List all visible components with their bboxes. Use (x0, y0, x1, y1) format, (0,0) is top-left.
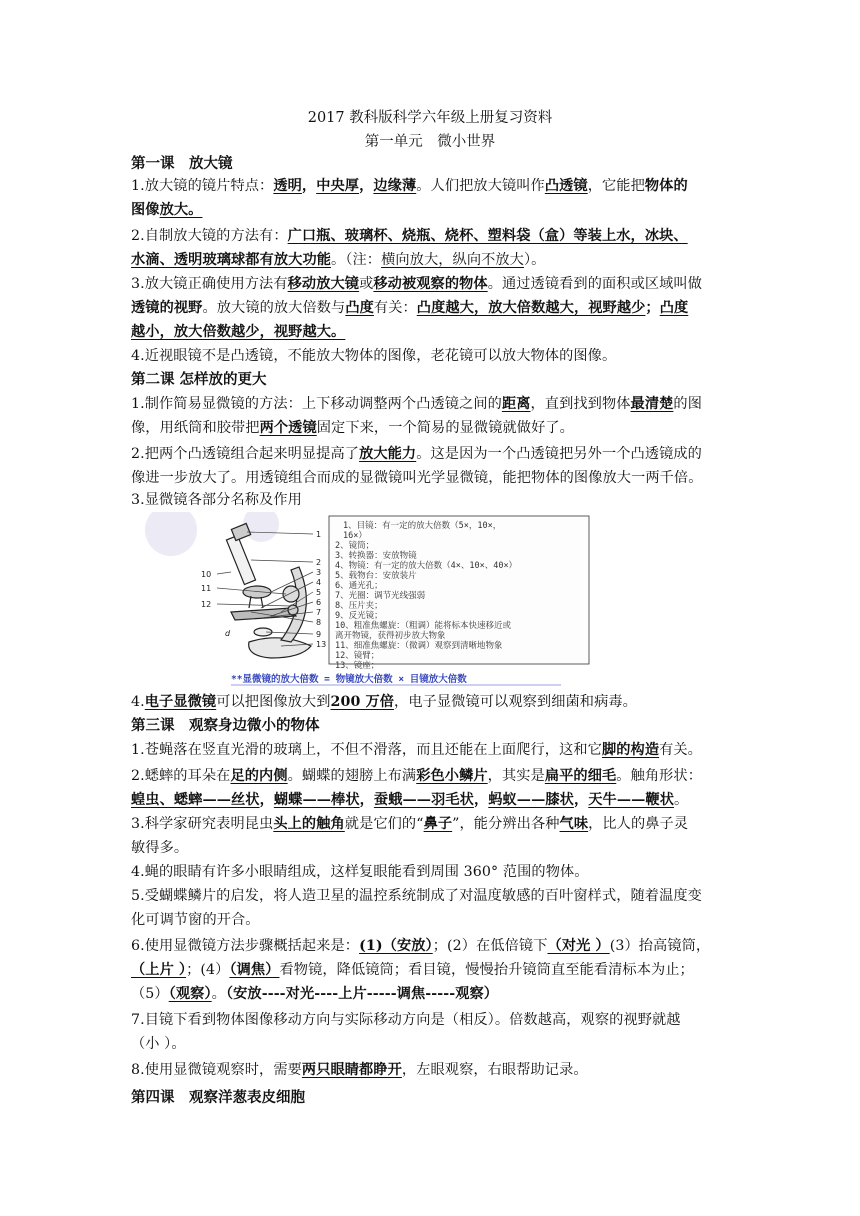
lesson1-para3-cont: 透镜的视野。放大镜的放大倍数与凸度有关：凸度越大，放大倍数越大，视野越少；凸度 (131, 300, 689, 316)
lesson1-para1: 1.放大镜的镜片特点：透明，中央厚，边缘薄。人们把放大镜叫作凸透镜，它能把物体的 (131, 178, 688, 194)
callout-11: 11 (201, 584, 212, 593)
lesson2-para1-cont: 像，用纸筒和胶带把两个透镜固定下来，一个简易的显微镜就做好了。 (131, 420, 574, 436)
callout-10: 10 (201, 570, 212, 579)
part-line-12: 离开物镜，获得初步放大物象 (335, 631, 446, 641)
lesson2-para3: 3.显微镜各部分名称及作用 (131, 492, 302, 508)
lesson3-para5: 5.受蝴蝶鳞片的启发，将人造卫星的温控系统制成了对温度敏感的百叶窗样式，随着温度变 (131, 888, 702, 904)
microscope-icon (226, 523, 311, 658)
lesson2-para1: 1.制作简易显微镜的方法：上下移动调整两个凸透镜之间的距离，直到找到物体最清楚的图 (131, 396, 702, 412)
part-line-3: 2、镜筒； (335, 541, 375, 551)
lesson1-para1-cont: 图像放大。 (131, 202, 203, 218)
callout-2: 2 (316, 558, 322, 567)
lesson1-para4: 4.近视眼镜不是凸透镜，不能放大物体的图像，老花镜可以放大物体的图像。 (131, 348, 617, 364)
lesson1-para2: 2.自制放大镜的方法有：广口瓶、玻璃杯、烧瓶、烧杯、塑料袋（盒）等装上水，冰块、 (131, 228, 688, 244)
magnification-formula: **显微镜的放大倍数 = 物镜放大倍数 × 目镜放大倍数 (231, 674, 467, 685)
lesson3-para2: 2.蟋蟀的耳朵在足的内侧。蝴蝶的翅膀上布满彩色小鳞片，其实是扁平的细毛。触角形状： (131, 768, 703, 784)
part-line-15: 13、镜座； (335, 661, 380, 671)
lesson2-para2-cont: 像进一步放大了。用透镜组合而成的显微镜叫光学显微镜，能把物体的图像放大一两千倍。 (131, 470, 703, 486)
lesson1-para3-cont2: 越小，放大倍数越少，视野越大。 (131, 324, 346, 340)
lesson3-para2-cont: 蝗虫、蟋蟀——丝状，蝴蝶——棒状，蚕蛾——羽毛状，蚂蚁——膝状，天牛——鞭状。 (131, 792, 689, 808)
callout-8: 8 (316, 618, 322, 627)
part-line-2: 16×） (343, 531, 367, 541)
part-line-1: 1、目镜：有一定的放大倍数（5×，10×， (343, 521, 502, 531)
lesson2-para2: 2.把两个凸透镜组合起来明显提高了放大能力。这是因为一个凸透镜把另外一个凸透镜成的 (131, 446, 702, 462)
lesson1-para2-cont: 水滴、透明玻璃球都有放大功能。（注：横向放大，纵向不放大）。 (131, 252, 546, 268)
part-line-5: 4、物镜：有一定的放大倍数（4×、10×、40×） (335, 561, 518, 571)
unit-title: 第一单元 微小世界 (364, 134, 496, 150)
lesson3-para7: 7.目镜下看到物体图像移动方向与实际移动方向是（相反）。倍数越高，观察的视野就越 (131, 1012, 681, 1028)
part-line-6: 5、载物台：安放装片 (335, 571, 417, 581)
lesson3-para7-cont: （小 ）。 (131, 1036, 186, 1052)
microscope-figure (131, 512, 591, 690)
lesson3-heading: 第三课 观察身边微小的物体 (131, 718, 320, 734)
part-line-14: 12、镜臂； (335, 651, 380, 661)
lesson2-heading: 第二课 怎样放的更大 (131, 372, 267, 388)
lesson3-para4: 4.蝇的眼睛有许多小眼睛组成，这样复眼能看到周围 360° 范围的物体。 (131, 864, 589, 880)
callout-6: 6 (316, 598, 322, 607)
lesson3-para8: 8.使用显微镜观察时，需要两只眼睛都睁开，左眼观察，右眼帮助记录。 (131, 1062, 588, 1078)
lesson3-para5-cont: 化可调节窗的开合。 (131, 912, 260, 928)
lesson4-heading: 第四课 观察洋葱表皮细胞 (131, 1090, 305, 1106)
callout-7: 7 (316, 608, 322, 617)
callout-d: d (225, 629, 231, 638)
lesson1-heading: 第一课 放大镜 (131, 156, 233, 172)
lesson3-para6-cont2: （5）（观察）。（安放----对光----上片-----调焦-----观察） (131, 986, 499, 1002)
callout-5: 5 (316, 588, 322, 597)
part-line-10: 9、反光镜； (335, 611, 383, 621)
callout-9: 9 (316, 630, 322, 639)
callout-13: 13 (316, 640, 327, 649)
part-line-4: 3、转换器：安放物镜 (335, 551, 417, 561)
lesson3-para3-cont: 敏得多。 (131, 840, 189, 856)
lesson3-para1: 1.苍蝇落在竖直光滑的玻璃上，不但不滑落，而且还能在上面爬行，这和它脚的构造有关。 (131, 742, 702, 758)
callout-12: 12 (201, 600, 212, 609)
lesson3-para6: 6.使用显微镜方法步骤概括起来是：(1)（安放）；(2）在低倍镜下（对光 ）(3）抬高镜筒， (131, 938, 711, 954)
callout-4: 4 (316, 578, 322, 587)
part-line-11: 10、粗准焦螺旋：（粗调）能将标本快速移近或 (335, 621, 511, 631)
microscope-diagram (131, 512, 591, 690)
part-line-13: 11、细准焦螺旋：（微调）观察到清晰地物象 (335, 641, 503, 651)
document-title: 2017 教科版科学六年级上册复习资料 (307, 110, 553, 126)
part-line-9: 8、压片夹； (335, 601, 383, 611)
lesson3-para3: 3.科学家研究表明昆虫头上的触角就是它们的“鼻子”，能分辨出各种气味，比人的鼻子灵 (131, 816, 689, 832)
lesson1-para3: 3.放大镜正确使用方法有移动放大镜或移动被观察的物体。通过透镜看到的面积或区域叫做 (131, 276, 703, 292)
callout-3: 3 (316, 568, 322, 577)
part-line-7: 6、通光孔； (335, 581, 383, 591)
callout-1: 1 (316, 530, 322, 539)
lesson2-para4: 4.电子显微镜可以把图像放大到200 万倍，电子显微镜可以观察到细菌和病毒。 (131, 694, 637, 710)
lesson3-para6-cont: （上片 ）；(4）（调焦）看物镜，降低镜筒；看目镜，慢慢抬升镜筒直至能看清标本为止； (131, 962, 694, 978)
part-line-8: 7、光圈：调节光线强弱 (335, 591, 426, 601)
